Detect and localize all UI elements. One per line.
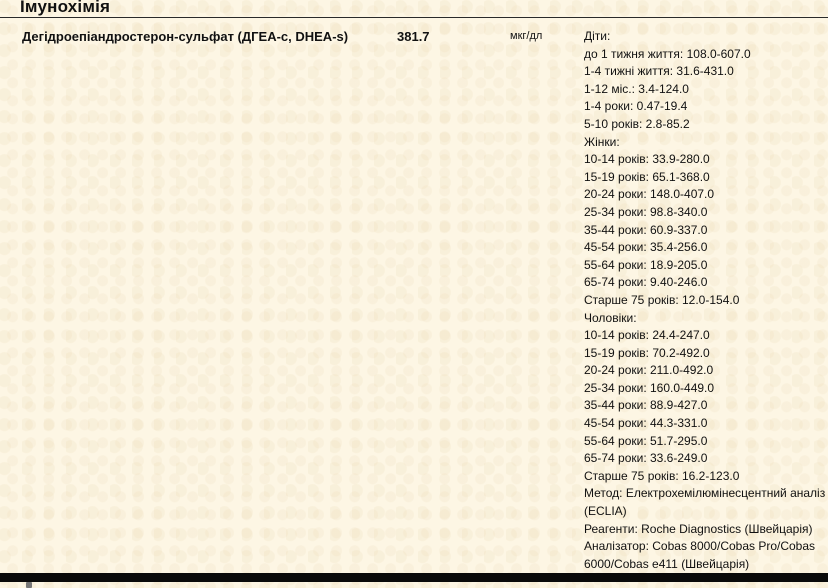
test-name: Дегідроепіандростерон-сульфат (ДГЕА-с, DHEA-s)	[22, 29, 349, 44]
reference-line: Аналізатор: Cobas 8000/Cobas Pro/Cobas	[584, 539, 816, 554]
units: мкг/дл	[510, 30, 543, 42]
bottom-divider	[0, 573, 828, 582]
reference-line: 25-34 роки: 160.0-449.0	[584, 380, 715, 395]
reference-line: 35-44 роки: 88.9-427.0	[584, 398, 708, 413]
reference-line: 55-64 роки: 18.9-205.0	[584, 257, 708, 272]
reference-line: 45-54 роки: 35.4-256.0	[584, 240, 708, 255]
reference-line: 65-74 роки: 9.40-246.0	[584, 275, 708, 290]
result-value: 381.7	[397, 29, 430, 44]
reference-line: Чоловіки:	[584, 310, 637, 325]
reference-line: 1-4 тижні життя: 31.6-431.0	[584, 64, 734, 79]
reference-line: Старше 75 років: 12.0-154.0	[584, 292, 740, 307]
reference-line: 5-10 років: 2.8-85.2	[584, 116, 690, 131]
reference-line: 65-74 роки: 33.6-249.0	[584, 451, 708, 466]
reference-line: Жінки:	[584, 134, 620, 149]
section-title: Імунохімія	[20, 0, 111, 16]
reference-line: 45-54 роки: 44.3-331.0	[584, 416, 708, 431]
reference-line: 15-19 років: 65.1-368.0	[584, 169, 710, 184]
reference-line: 35-44 роки: 60.9-337.0	[584, 222, 708, 237]
reference-line: 1-4 роки: 0.47-19.4	[584, 99, 688, 114]
reference-line: 1-12 міс.: 3.4-124.0	[584, 81, 689, 96]
reference-range-list	[584, 28, 828, 573]
reference-line: Метод: Електрохемілюмінесцентний аналіз	[584, 486, 826, 501]
reference-line: 20-24 роки: 148.0-407.0	[584, 187, 715, 202]
reference-line: Діти:	[584, 29, 611, 43]
reference-line: 10-14 років: 33.9-280.0	[584, 152, 710, 167]
reference-line: 25-34 роки: 98.8-340.0	[584, 204, 708, 219]
reference-line: Старше 75 років: 16.2-123.0	[584, 468, 740, 483]
reference-line: до 1 тижня життя: 108.0-607.0	[584, 46, 751, 61]
reference-line: 6000/Cobas e411 (Швейцарія)	[584, 556, 750, 571]
reference-line: Реагенти: Roche Diagnostics (Швейцарія)	[584, 521, 813, 536]
reference-line: (ECLIA)	[584, 504, 627, 519]
header-divider	[0, 17, 828, 18]
bottom-marker	[26, 582, 32, 588]
reference-line: 15-19 років: 70.2-492.0	[584, 345, 710, 360]
reference-line: 10-14 років: 24.4-247.0	[584, 328, 710, 343]
reference-line: 55-64 роки: 51.7-295.0	[584, 433, 708, 448]
reference-line: 20-24 роки: 211.0-492.0	[584, 363, 714, 378]
